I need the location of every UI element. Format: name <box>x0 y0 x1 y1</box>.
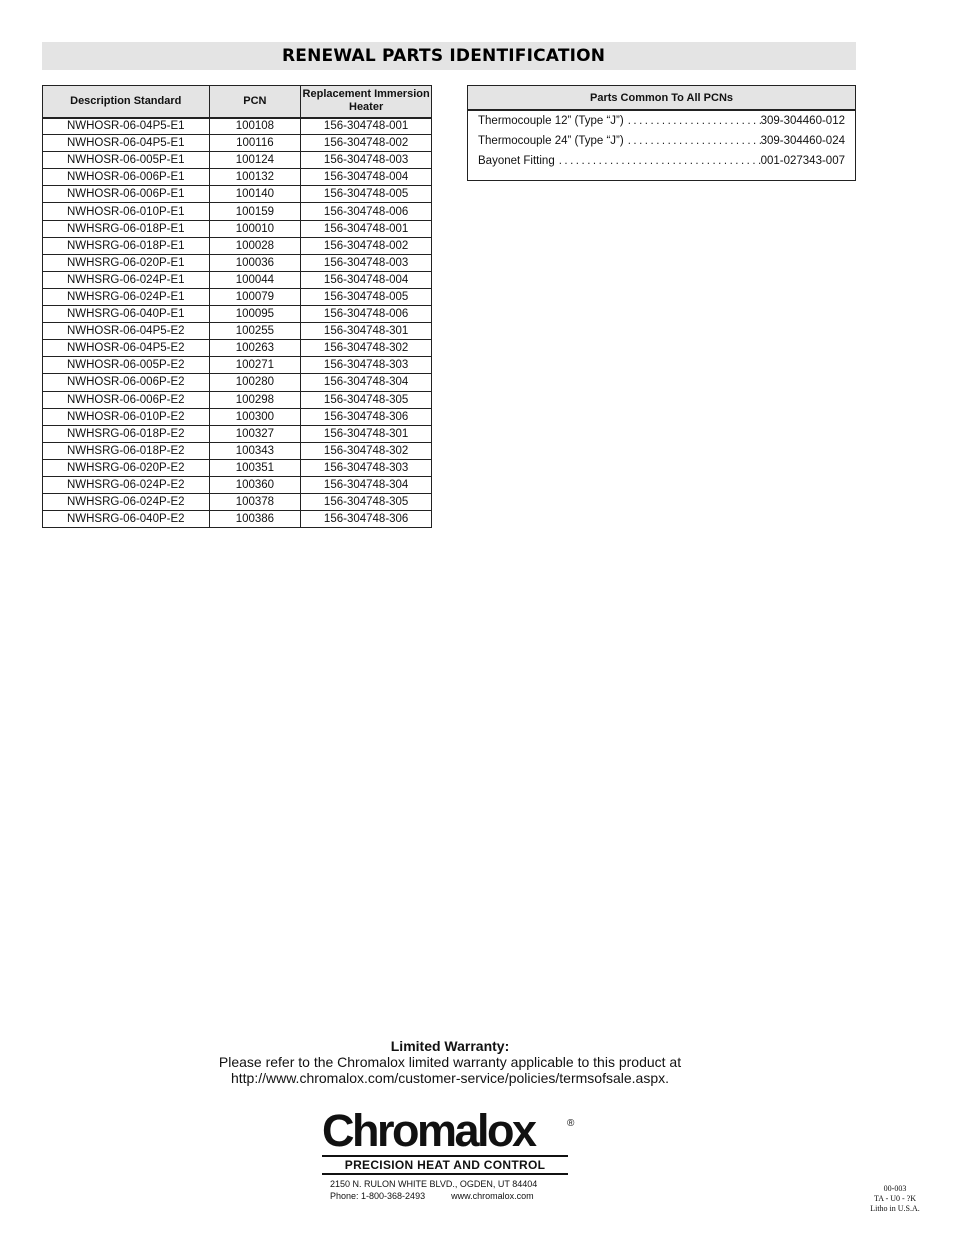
doc-code-line: TA - U0 - ?K <box>873 1194 916 1203</box>
cell-pcn: 100079 <box>209 288 301 305</box>
cell-pcn: 100351 <box>209 459 301 476</box>
table-row <box>43 511 432 528</box>
common-part-item <box>478 111 845 131</box>
table-row <box>43 323 432 340</box>
chromalox-logo <box>322 1105 582 1175</box>
cell-replacement: 156-304748-003 <box>301 254 432 271</box>
cell-pcn: 100028 <box>209 237 301 254</box>
cell-description: NWHSRG-06-018P-E2 <box>43 442 210 459</box>
section-title: RENEWAL PARTS IDENTIFICATION <box>282 46 606 66</box>
cell-description: NWHSRG-06-018P-E2 <box>43 425 210 442</box>
cell-description: NWHOSR-06-006P-E1 <box>43 169 210 186</box>
leader-dots <box>559 151 761 171</box>
cell-replacement: 156-304748-304 <box>301 374 432 391</box>
cell-description: NWHOSR-06-010P-E2 <box>43 408 210 425</box>
cell-description: NWHOSR-06-04P5-E1 <box>43 118 210 135</box>
cell-pcn: 100343 <box>209 442 301 459</box>
cell-pcn: 100327 <box>209 425 301 442</box>
table-row <box>43 152 432 169</box>
cell-description: NWHOSR-06-010P-E1 <box>43 203 210 220</box>
table-row <box>43 254 432 271</box>
table-row <box>43 306 432 323</box>
warranty-url: http://www.chromalox.com/customer-service/policies/termsofsale.aspx. <box>230 1070 670 1086</box>
cell-description: NWHOSR-06-005P-E1 <box>43 152 210 169</box>
doc-code-line: 00-003 <box>883 1184 907 1193</box>
cell-replacement: 156-304748-001 <box>301 118 432 135</box>
table-row <box>43 340 432 357</box>
cell-replacement: 156-304748-002 <box>301 135 432 152</box>
table-row <box>43 374 432 391</box>
cell-pcn: 100386 <box>209 511 301 528</box>
cell-description: NWHSRG-06-040P-E1 <box>43 306 210 323</box>
table-row <box>43 357 432 374</box>
contact-line <box>330 1190 537 1202</box>
column-header-pcn: PCN <box>209 86 301 118</box>
cell-description: NWHSRG-06-024P-E2 <box>43 476 210 493</box>
cell-replacement: 156-304748-302 <box>301 442 432 459</box>
cell-pcn: 100300 <box>209 408 301 425</box>
cell-replacement: 156-304748-005 <box>301 288 432 305</box>
table-row <box>43 220 432 237</box>
cell-replacement: 156-304748-304 <box>301 476 432 493</box>
cell-description: NWHSRG-06-024P-E1 <box>43 271 210 288</box>
common-part-number: 001-027343-007 <box>760 155 845 167</box>
cell-description: NWHSRG-06-040P-E2 <box>43 511 210 528</box>
cell-pcn: 100263 <box>209 340 301 357</box>
logo-tagline: PRECISION HEAT AND CONTROL <box>322 1155 568 1175</box>
cell-pcn: 100255 <box>209 323 301 340</box>
warranty-text: Please refer to the Chromalox limited warranty applicable to this product at <box>218 1054 682 1070</box>
renewal-parts-table <box>42 85 432 528</box>
common-parts-header: Parts Common To All PCNs <box>468 86 855 111</box>
table-row <box>43 425 432 442</box>
table-header-row <box>43 86 432 118</box>
common-part-label: Thermocouple 12” (Type “J”) <box>478 115 624 127</box>
cell-pcn: 100140 <box>209 186 301 203</box>
table-row <box>43 476 432 493</box>
cell-description: NWHSRG-06-018P-E1 <box>43 220 210 237</box>
registered-mark: ® <box>567 1118 575 1129</box>
cell-pcn: 100271 <box>209 357 301 374</box>
cell-description: NWHSRG-06-020P-E1 <box>43 254 210 271</box>
table-row <box>43 442 432 459</box>
cell-replacement: 156-304748-301 <box>301 323 432 340</box>
column-header-replacement: Replacement Immersion Heater <box>301 86 432 118</box>
doc-code-line: Litho in U.S.A. <box>870 1204 920 1213</box>
table-row <box>43 391 432 408</box>
table-row <box>43 169 432 186</box>
cell-description: NWHOSR-06-04P5-E1 <box>43 135 210 152</box>
table-row <box>43 459 432 476</box>
cell-pcn: 100116 <box>209 135 301 152</box>
common-part-number: 309-304460-024 <box>760 135 845 147</box>
cell-replacement: 156-304748-004 <box>301 271 432 288</box>
cell-replacement: 156-304748-001 <box>301 220 432 237</box>
table-row <box>43 271 432 288</box>
table-row <box>43 237 432 254</box>
cell-description: NWHSRG-06-018P-E1 <box>43 237 210 254</box>
section-title-bar <box>42 42 856 70</box>
cell-description: NWHSRG-06-020P-E2 <box>43 459 210 476</box>
common-part-label: Thermocouple 24” (Type “J”) <box>478 135 624 147</box>
column-header-description: Description Standard <box>43 86 210 118</box>
cell-replacement: 156-304748-004 <box>301 169 432 186</box>
phone-number: Phone: 1-800-368-2493 <box>330 1191 426 1201</box>
website: www.chromalox.com <box>451 1191 534 1201</box>
cell-pcn: 100159 <box>209 203 301 220</box>
cell-description: NWHOSR-06-006P-E2 <box>43 374 210 391</box>
cell-replacement: 156-304748-003 <box>301 152 432 169</box>
cell-description: NWHOSR-06-006P-E2 <box>43 391 210 408</box>
cell-pcn: 100298 <box>209 391 301 408</box>
cell-description: NWHSRG-06-024P-E1 <box>43 288 210 305</box>
cell-replacement: 156-304748-303 <box>301 459 432 476</box>
cell-pcn: 100108 <box>209 118 301 135</box>
cell-description: NWHOSR-06-005P-E2 <box>43 357 210 374</box>
cell-pcn: 100044 <box>209 271 301 288</box>
cell-replacement: 156-304748-006 <box>301 203 432 220</box>
cell-replacement: 156-304748-002 <box>301 237 432 254</box>
cell-description: NWHSRG-06-024P-E2 <box>43 494 210 511</box>
cell-description: NWHOSR-06-006P-E1 <box>43 186 210 203</box>
common-part-item <box>478 151 845 171</box>
cell-replacement: 156-304748-006 <box>301 306 432 323</box>
document-code <box>840 1184 950 1214</box>
table-row <box>43 118 432 135</box>
company-address <box>330 1178 537 1202</box>
table-row <box>43 494 432 511</box>
warranty-title: Limited Warranty: <box>390 1038 510 1054</box>
cell-pcn: 100036 <box>209 254 301 271</box>
common-part-number: 309-304460-012 <box>760 115 845 127</box>
common-parts-box <box>467 85 856 181</box>
common-part-item <box>478 131 845 151</box>
cell-replacement: 156-304748-306 <box>301 511 432 528</box>
cell-pcn: 100280 <box>209 374 301 391</box>
cell-replacement: 156-304748-301 <box>301 425 432 442</box>
common-part-label: Bayonet Fitting <box>478 155 555 167</box>
cell-pcn: 100378 <box>209 494 301 511</box>
cell-description: NWHOSR-06-04P5-E2 <box>43 323 210 340</box>
cell-replacement: 156-304748-005 <box>301 186 432 203</box>
table-row <box>43 135 432 152</box>
table-row <box>43 186 432 203</box>
cell-pcn: 100010 <box>209 220 301 237</box>
table-row <box>43 203 432 220</box>
table-row <box>43 288 432 305</box>
cell-replacement: 156-304748-305 <box>301 494 432 511</box>
logo-brand: Chromalox <box>322 1105 535 1156</box>
leader-dots <box>628 131 761 151</box>
cell-pcn: 100132 <box>209 169 301 186</box>
cell-pcn: 100360 <box>209 476 301 493</box>
warranty-block <box>150 1038 750 1086</box>
cell-description: NWHOSR-06-04P5-E2 <box>43 340 210 357</box>
cell-replacement: 156-304748-303 <box>301 357 432 374</box>
street-address: 2150 N. RULON WHITE BLVD., OGDEN, UT 84404 <box>330 1179 538 1189</box>
cell-pcn: 100095 <box>209 306 301 323</box>
cell-replacement: 156-304748-302 <box>301 340 432 357</box>
cell-replacement: 156-304748-306 <box>301 408 432 425</box>
table-row <box>43 408 432 425</box>
cell-replacement: 156-304748-305 <box>301 391 432 408</box>
cell-pcn: 100124 <box>209 152 301 169</box>
parts-table-body <box>43 118 432 528</box>
leader-dots <box>628 111 761 131</box>
